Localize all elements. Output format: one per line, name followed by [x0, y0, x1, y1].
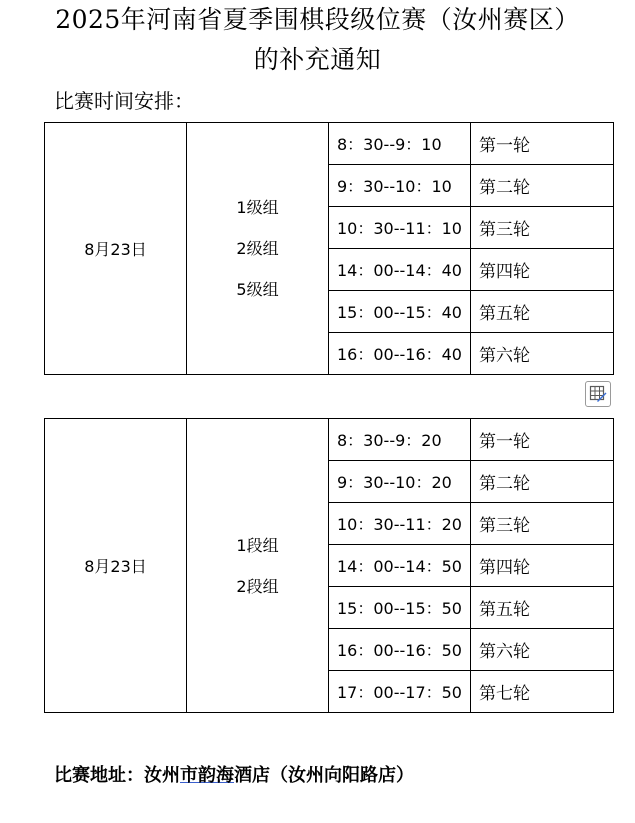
round-cell[interactable]: 第三轮: [471, 503, 614, 545]
time-cell[interactable]: 16：00--16：40: [329, 333, 471, 375]
round-cell[interactable]: 第七轮: [471, 671, 614, 713]
schedule-table-dan-groups: [44, 418, 614, 713]
round-cell[interactable]: 第一轮: [471, 419, 614, 461]
time-cell[interactable]: 15：00--15：50: [329, 587, 471, 629]
round-cell[interactable]: 第六轮: [471, 629, 614, 671]
groups-cell[interactable]: [187, 419, 329, 713]
time-cell[interactable]: 16：00--16：50: [329, 629, 471, 671]
table-row: [45, 419, 614, 461]
time-cell[interactable]: 9：30--10：20: [329, 461, 471, 503]
groups-cell[interactable]: [187, 123, 329, 375]
round-cell[interactable]: 第五轮: [471, 291, 614, 333]
time-cell[interactable]: 17：00--17：50: [329, 671, 471, 713]
time-cell[interactable]: 8：30--9：20: [329, 419, 471, 461]
table-layout-options-icon[interactable]: [585, 381, 611, 407]
round-cell[interactable]: 第三轮: [471, 207, 614, 249]
date-cell[interactable]: 8月23日: [45, 419, 187, 713]
address-rest: 酒店（汝州向阳路店）: [234, 765, 414, 786]
round-cell[interactable]: 第五轮: [471, 587, 614, 629]
time-cell[interactable]: 9：30--10：10: [329, 165, 471, 207]
table-row: [45, 123, 614, 165]
venue-address: [54, 762, 414, 790]
round-cell[interactable]: 第六轮: [471, 333, 614, 375]
time-cell[interactable]: 8：30--9：10: [329, 123, 471, 165]
time-cell[interactable]: 14：00--14：50: [329, 545, 471, 587]
group-label: 5级组: [236, 280, 279, 299]
address-underlined-text: 市韵海: [180, 765, 234, 786]
date-cell[interactable]: 8月23日: [45, 123, 187, 375]
address-city: 汝州: [144, 765, 180, 786]
time-cell[interactable]: 14：00--14：40: [329, 249, 471, 291]
address-label: 比赛地址：: [54, 765, 144, 786]
group-label: 1段组: [236, 535, 279, 555]
schedule-table-grade-groups: [44, 122, 614, 375]
time-cell[interactable]: 10：30--11：20: [329, 503, 471, 545]
time-cell[interactable]: 10：30--11：10: [329, 207, 471, 249]
round-cell[interactable]: 第二轮: [471, 461, 614, 503]
schedule-section-label: 比赛时间安排：: [54, 89, 194, 113]
round-cell[interactable]: 第一轮: [471, 123, 614, 165]
round-cell[interactable]: 第四轮: [471, 249, 614, 291]
document-title-line-1: 2025年河南省夏季围棋段级位赛（汝州赛区）: [55, 5, 580, 34]
document-title-line-2: 的补充通知: [253, 45, 382, 74]
round-cell[interactable]: 第二轮: [471, 165, 614, 207]
round-cell[interactable]: 第四轮: [471, 545, 614, 587]
time-cell[interactable]: 15：00--15：40: [329, 291, 471, 333]
group-label: 2段组: [236, 576, 279, 596]
group-label: 1级组: [236, 198, 279, 217]
group-label: 2级组: [236, 239, 279, 258]
